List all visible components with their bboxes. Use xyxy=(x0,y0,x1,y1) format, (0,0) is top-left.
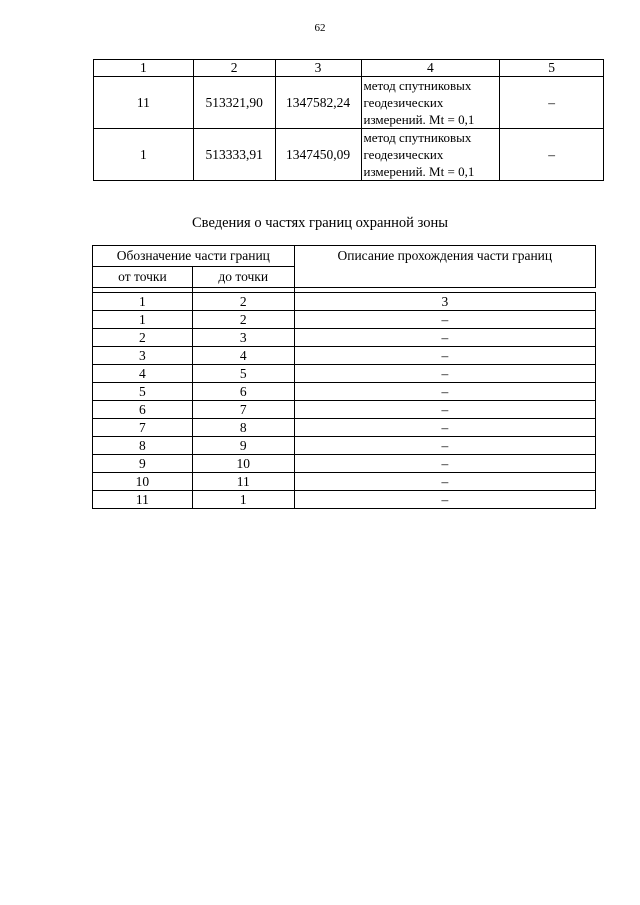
description: – xyxy=(294,401,595,419)
note: – xyxy=(500,77,604,129)
to-point: 7 xyxy=(192,401,294,419)
from-point: 7 xyxy=(93,419,193,437)
from-point: 10 xyxy=(93,473,193,491)
from-point: 3 xyxy=(93,347,193,365)
from-point: 6 xyxy=(93,401,193,419)
table-row xyxy=(93,401,596,419)
note: – xyxy=(500,129,604,181)
point-id: 1 xyxy=(94,129,194,181)
numbering-cell: 1 xyxy=(93,293,193,311)
to-point: 6 xyxy=(192,383,294,401)
point-id: 11 xyxy=(94,77,194,129)
coord-y: 1347450,09 xyxy=(275,129,361,181)
table-row xyxy=(93,311,596,329)
description: – xyxy=(294,437,595,455)
description: – xyxy=(294,347,595,365)
coord-y: 1347582,24 xyxy=(275,77,361,129)
to-point: 9 xyxy=(192,437,294,455)
table-row xyxy=(93,365,596,383)
section-title: Сведения о частях границ охранной зоны xyxy=(192,215,448,231)
column-number-4: 4 xyxy=(361,60,500,77)
from-point: 5 xyxy=(93,383,193,401)
numbering-cell: 3 xyxy=(294,293,595,311)
header-from-point: от точки xyxy=(93,267,193,288)
to-point: 4 xyxy=(192,347,294,365)
page-number: 62 xyxy=(314,22,326,34)
method-description: метод спутниковых геодезических измерений. Mt = 0,1 xyxy=(361,129,500,181)
description: – xyxy=(294,473,595,491)
to-point: 1 xyxy=(192,491,294,509)
table-row xyxy=(93,329,596,347)
description: – xyxy=(294,419,595,437)
from-point: 2 xyxy=(93,329,193,347)
description: – xyxy=(294,491,595,509)
table-row xyxy=(93,419,596,437)
description: – xyxy=(294,365,595,383)
column-number-2: 2 xyxy=(193,60,275,77)
table-row xyxy=(93,491,596,509)
boundary-parts-table xyxy=(92,245,596,509)
column-number-1: 1 xyxy=(94,60,194,77)
from-point: 4 xyxy=(93,365,193,383)
from-point: 8 xyxy=(93,437,193,455)
to-point: 5 xyxy=(192,365,294,383)
table-row xyxy=(93,473,596,491)
to-point: 10 xyxy=(192,455,294,473)
table-header-row xyxy=(93,246,596,267)
description: – xyxy=(294,329,595,347)
description: – xyxy=(294,455,595,473)
table-row xyxy=(93,383,596,401)
to-point: 11 xyxy=(192,473,294,491)
to-point: 2 xyxy=(192,311,294,329)
method-description: метод спутниковых геодезических измерений. Mt = 0,1 xyxy=(361,77,500,129)
from-point: 1 xyxy=(93,311,193,329)
table-row xyxy=(94,129,604,181)
description: – xyxy=(294,311,595,329)
coord-x: 513321,90 xyxy=(193,77,275,129)
header-part-designation: Обозначение части границ xyxy=(93,246,295,267)
to-point: 3 xyxy=(192,329,294,347)
description: – xyxy=(294,383,595,401)
coord-x: 513333,91 xyxy=(193,129,275,181)
coordinates-table xyxy=(93,59,604,181)
table-row xyxy=(93,437,596,455)
to-point: 8 xyxy=(192,419,294,437)
table-row xyxy=(93,347,596,365)
numbering-cell: 2 xyxy=(192,293,294,311)
table-header-row xyxy=(94,60,604,77)
from-point: 9 xyxy=(93,455,193,473)
header-description: Описание прохождения части границ xyxy=(294,246,595,288)
column-number-5: 5 xyxy=(500,60,604,77)
header-to-point: до точки xyxy=(192,267,294,288)
table-row xyxy=(93,455,596,473)
column-number-3: 3 xyxy=(275,60,361,77)
from-point: 11 xyxy=(93,491,193,509)
numbering-row xyxy=(93,293,596,311)
table-row xyxy=(94,77,604,129)
